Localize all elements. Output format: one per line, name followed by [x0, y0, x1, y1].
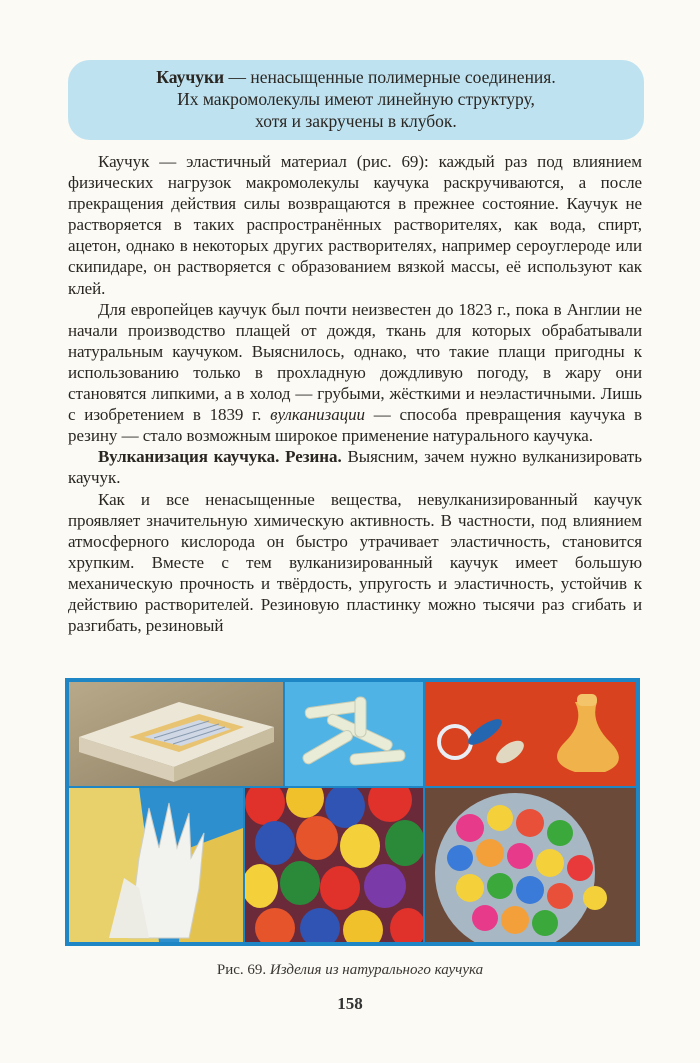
caption-label: Рис. 69. — [216, 962, 267, 978]
caption-text: Изделия из натурального каучука — [269, 962, 484, 978]
callout-term: Каучуки — [156, 67, 225, 87]
callout-line1: — ненасыщенные полимерные соединения. — [224, 67, 556, 87]
figure-caption — [0, 962, 700, 979]
section-intro: Выясним, зачем нужно вулканизировать каучук. — [68, 447, 642, 488]
paragraph-history — [68, 299, 642, 447]
history-text-start: Для европейцев каучук был почти неизвестен до 1823 г., пока в Англии не начали производство плащей от дождя, ткань для которых обрабатывали натуральным каучуком. Выяснилось, однако, что такие плащи пригодны к использованию только в прохладную дождливую погоду, в жару они становятся липкими, а в холод — грубыми, жёсткими и неэластичными. Лишь с изобретением в 1839 г. — [68, 299, 642, 425]
paragraph-rubber-elasticity: Каучук — эластичный материал (рис. 69): каждый раз под влиянием физических нагрузок макромолекулы каучука раскручиваются, а после прекращения действия силы возвращаются в прежнее состояние. Каучук не растворяется в таких распространённых растворителях, как вода, спирт, ацетон, однако в некоторых других растворителях, например сероуглероде или скипидаре, он растворяется с образованием вязкой массы, её используют как клей. — [68, 152, 642, 298]
photo-rubber-tubes — [285, 682, 423, 786]
paragraph-vulcanization — [68, 446, 642, 488]
callout-line3: хотя и закручены в клубок. — [255, 111, 457, 131]
photo-gumball-jar — [425, 788, 636, 942]
figure-rubber-products — [65, 678, 640, 946]
photo-balloons — [245, 788, 423, 942]
definition-callout — [68, 60, 644, 140]
history-text-end: — способа превращения каучука в резину — стало возможным широкое применение натурального каучука. — [68, 405, 642, 446]
photo-mattress — [69, 682, 283, 786]
section-heading: Вулканизация каучука. Резина. — [98, 447, 342, 467]
term-vulcanization: вулканизации — [270, 405, 366, 425]
body-text — [68, 151, 642, 636]
callout-line2: Их макромолекулы имеют линейную структуру, — [177, 89, 535, 109]
page-number: 158 — [337, 994, 363, 1013]
photo-gloves — [69, 788, 243, 942]
paragraph-properties: Как и все ненасыщенные вещества, невулканизированный каучук проявляет значительную химическую активность. В частности, под влиянием атмосферного кислорода он быстро утрачивает эластичность, становится хрупким. Вместе с тем вулканизированный каучук имеет большую механическую прочность и твёрдость, упругость и эластичность, устойчив к действию растворителей. Резиновую пластинку можно тысячи раз сгибать и разгибать, резиновый — [68, 489, 642, 636]
photo-pacifiers — [425, 682, 636, 786]
